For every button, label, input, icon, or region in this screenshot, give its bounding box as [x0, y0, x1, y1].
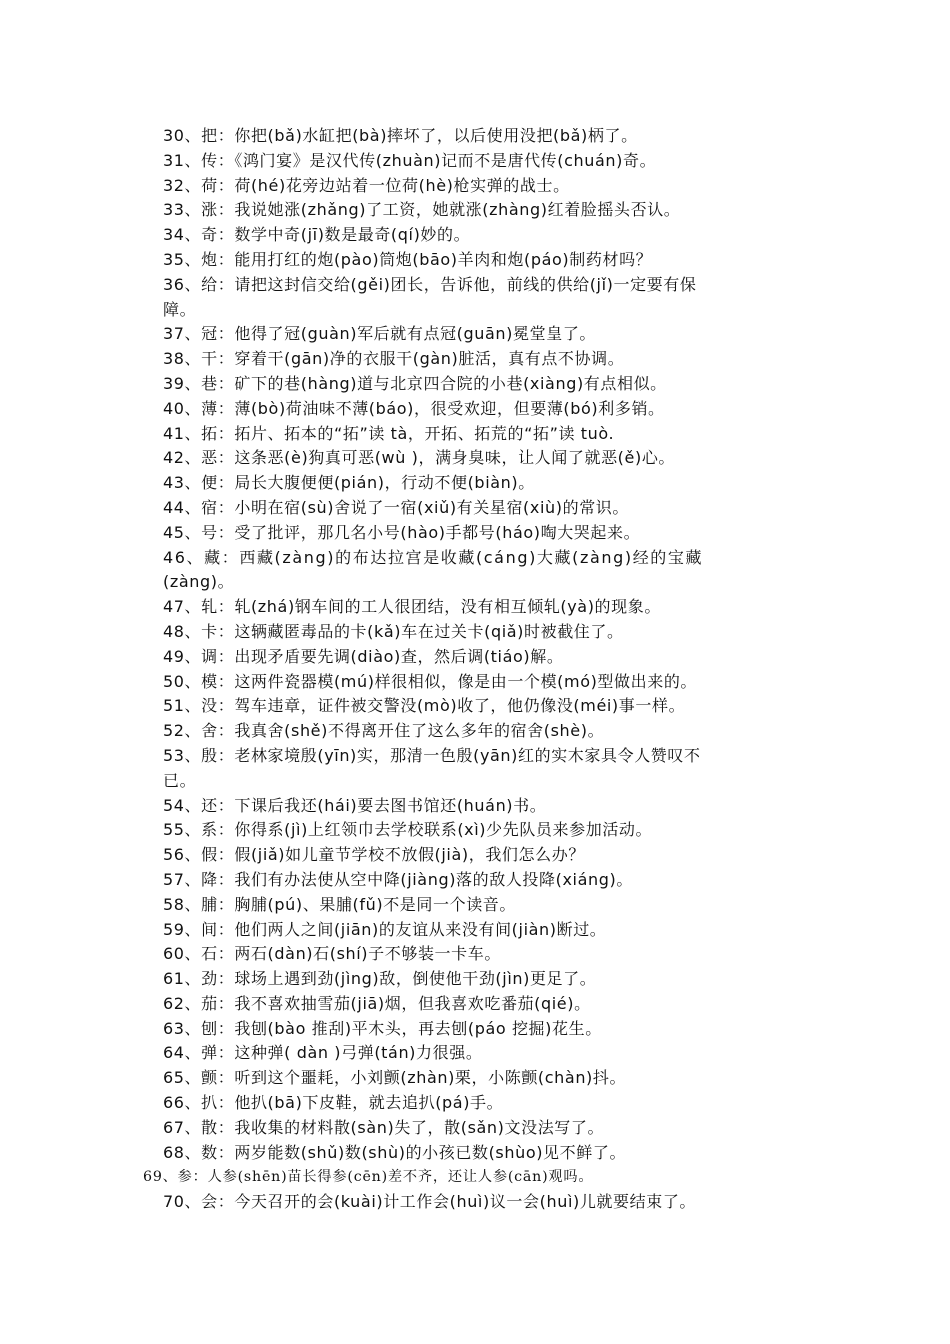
text-line: 60、石：两石(dàn)石(shí)子不够装一卡车。	[163, 944, 501, 964]
text-line: 33、涨：我说她涨(zhǎng)了工资，她就涨(zhàng)红着脸摇头否认。	[163, 200, 681, 220]
text-line: 64、弹：这种弹( dàn )弓弹(tán)力很强。	[163, 1043, 483, 1063]
text-line: 53、殷：老林家境殷(yīn)实，那清一色殷(yān)红的实木家具令人赞叹不	[163, 745, 701, 765]
text-line: 52、舍：我真舍(shě)不得离开住了这么多年的宿舍(shè)。	[163, 721, 605, 741]
text-line: 43、便：局长大腹便便(pián)，行动不便(biàn)。	[163, 473, 535, 493]
text-line: 59、间：他们两人之间(jiān)的友谊从来没有间(jiàn)断过。	[163, 919, 607, 939]
text-line: 32、荷：荷(hé)花旁边站着一位荷(hè)枪实弹的战士。	[163, 175, 570, 195]
text-line: 62、茄：我不喜欢抽雪茄(jiā)烟，但我喜欢吃番茄(qié)。	[163, 993, 591, 1013]
text-line: 70、会：今天召开的会(kuài)计工作会(huì)议一会(huì)儿就要结束了。	[163, 1192, 697, 1212]
text-line: 65、颤：听到这个噩耗，小刘颤(zhàn)栗，小陈颤(chàn)抖。	[163, 1068, 627, 1088]
text-line: 50、模：这两件瓷器模(mú)样很相似，像是由一个模(mó)型做出来的。	[163, 671, 698, 691]
text-line: 55、系：你得系(jì)上红领巾去学校联系(xì)少先队员来参加活动。	[163, 820, 653, 840]
text-line: 63、刨：我刨(bào 推刮)平木头，再去刨(páo 挖掘)花生。	[163, 1018, 602, 1038]
text-line: 42、恶：这条恶(è)狗真可恶(wù )，满身臭味，让人闻了就恶(ě)心。	[163, 448, 676, 468]
text-line: 68、数：两岁能数(shǔ)数(shù)的小孩已数(shùo)见不鲜了。	[163, 1142, 627, 1162]
text-line: 49、调：出现矛盾要先调(diào)查，然后调(tiáo)解。	[163, 646, 564, 666]
text-line: 40、薄：薄(bò)荷油味不薄(báo)，很受欢迎，但要薄(bó)利多销。	[163, 398, 665, 418]
text-line: 46、藏：西藏(zàng)的布达拉宫是收藏(cáng)大藏(zàng)经的宝藏	[163, 547, 704, 567]
text-line: 66、扒：他扒(bā)下皮鞋，就去追扒(pá)手。	[163, 1093, 504, 1113]
polyphone-list	[0, 124, 950, 1215]
text-line: 44、宿：小明在宿(sù)舍说了一宿(xiǔ)有关星宿(xiù)的常识。	[163, 497, 629, 517]
text-line: 67、散：我收集的材料散(sàn)失了，散(sǎn)文没法写了。	[163, 1117, 605, 1137]
text-line: 36、给：请把这封信交给(gěi)团长，告诉他，前线的供给(jǐ)一定要有保	[163, 274, 697, 294]
text-line: 37、冠：他得了冠(guàn)军后就有点冠(guān)冕堂皇了。	[163, 324, 597, 344]
text-line-continued: (zàng)。	[163, 572, 235, 592]
text-line: 58、脯：胸脯(pú)、果脯(fǔ)不是同一个读音。	[163, 894, 516, 914]
text-line: 31、传：《鸿门宴》是汉代传(zhuàn)记而不是唐代传(chuán)奇。	[163, 150, 657, 170]
text-line: 57、降：我们有办法使从空中降(jiàng)落的敌人投降(xiáng)。	[163, 869, 633, 889]
text-line: 34、奇：数学中奇(jī)数是最奇(qí)妙的。	[163, 225, 471, 245]
text-line: 48、卡：这辆藏匿毒品的卡(kǎ)车在过关卡(qiǎ)时被截住了。	[163, 621, 624, 641]
text-line: 35、炮：能用打红的炮(pào)筒炮(bāo)羊肉和炮(páo)制药材吗？	[163, 249, 653, 269]
text-line: 56、假：假(jiǎ)如儿童节学校不放假(jià)，我们怎么办？	[163, 845, 585, 865]
text-line: 45、号：受了批评，那几名小号(hào)手都号(háo)啕大哭起来。	[163, 522, 641, 542]
text-line: 41、拓：拓片、拓本的“拓”读 tà，开拓、拓荒的“拓”读 tuò.	[163, 423, 615, 443]
text-line-continued: 已。	[163, 770, 197, 790]
text-line: 61、劲：球场上遇到劲(jìng)敌，倒使他干劲(jìn)更足了。	[163, 969, 597, 989]
text-line: 30、把：你把(bǎ)水缸把(bà)摔坏了，以后使用没把(bǎ)柄了。	[163, 126, 638, 145]
text-line: 51、没：驾车违章，证件被交警没(mò)收了，他仍像没(méi)事一样。	[163, 696, 686, 716]
text-line: 47、轧：轧(zhá)钢车间的工人很团结，没有相互倾轧(yà)的现象。	[163, 597, 661, 617]
text-line: 39、巷：矿下的巷(hàng)道与北京四合院的小巷(xiàng)有点相似。	[163, 373, 667, 393]
text-line: 38、干：穿着干(gān)净的衣服干(gàn)脏活，真有点不协调。	[163, 349, 625, 369]
text-line-serif: 69、参：人参(shēn)苗长得参(cēn)差不齐，还让人参(cān)观吗。	[143, 1169, 594, 1186]
text-line-continued: 障。	[163, 299, 197, 319]
text-line: 54、还：下课后我还(hái)要去图书馆还(huán)书。	[163, 795, 547, 815]
